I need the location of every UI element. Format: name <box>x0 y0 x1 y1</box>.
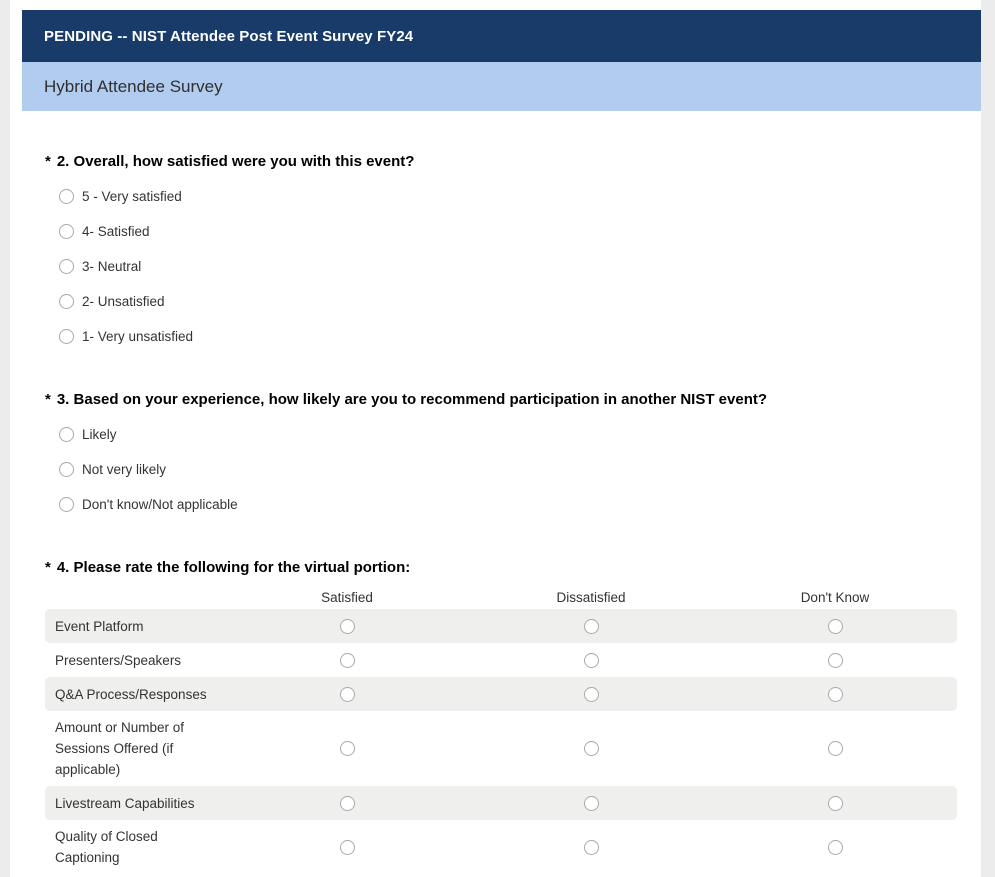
matrix-row <box>45 820 957 874</box>
matrix-radio-cell <box>469 687 713 702</box>
matrix-radio-cell <box>713 653 957 668</box>
radio-button-icon[interactable] <box>59 329 74 344</box>
matrix-radio-cell <box>713 619 957 634</box>
matrix-radio-cell <box>225 796 469 811</box>
matrix-radio-cell <box>225 687 469 702</box>
matrix-row-label: Event Platform <box>55 618 144 634</box>
matrix-radio-cell <box>225 653 469 668</box>
question-heading <box>45 390 957 409</box>
matrix-row <box>45 786 957 820</box>
radio-button-icon[interactable] <box>59 224 74 239</box>
matrix-row <box>45 677 957 711</box>
question-heading <box>45 558 957 577</box>
survey-panel <box>10 0 981 877</box>
matrix-column-header: Don't Know <box>800 589 870 605</box>
radio-button-icon[interactable] <box>340 741 355 756</box>
matrix-row-label: Presenters/Speakers <box>55 652 182 668</box>
radio-button-icon[interactable] <box>340 840 355 855</box>
radio-button-icon[interactable] <box>828 796 843 811</box>
radio-button-icon[interactable] <box>59 294 74 309</box>
radio-button-icon[interactable] <box>340 653 355 668</box>
radio-button-icon[interactable] <box>584 619 599 634</box>
matrix-body <box>45 609 957 874</box>
matrix-radio-cell <box>469 796 713 811</box>
matrix-radio-cell <box>225 741 469 756</box>
required-asterisk: * <box>45 559 51 576</box>
radio-option-label: 5 - Very satisfied <box>82 189 182 204</box>
radio-button-icon[interactable] <box>584 687 599 702</box>
question-text: 3. Based on your experience, how likely are you to recommend participation in another NIST event? <box>56 391 768 408</box>
matrix-radio-cell <box>469 619 713 634</box>
matrix-header-row <box>45 587 957 607</box>
matrix-radio-cell <box>713 741 957 756</box>
matrix-radio-cell <box>225 619 469 634</box>
radio-option-label: Likely <box>82 427 117 442</box>
matrix-radio-cell <box>713 796 957 811</box>
radio-button-icon[interactable] <box>584 840 599 855</box>
questions <box>45 152 957 874</box>
question-block <box>45 558 957 874</box>
radio-option-label: 4- Satisfied <box>82 224 150 239</box>
matrix-row-label: Amount or Number of Sessions Offered (if applicable) <box>55 720 185 777</box>
matrix-radio-cell <box>225 840 469 855</box>
radio-option[interactable] <box>59 179 957 214</box>
matrix-table <box>45 587 957 874</box>
radio-button-icon[interactable] <box>584 796 599 811</box>
radio-button-icon[interactable] <box>340 796 355 811</box>
radio-option[interactable] <box>59 284 957 319</box>
radio-button-icon[interactable] <box>59 189 74 204</box>
matrix-radio-cell <box>713 687 957 702</box>
radio-button-icon[interactable] <box>59 259 74 274</box>
radio-button-icon[interactable] <box>828 619 843 634</box>
radio-button-icon[interactable] <box>59 427 74 442</box>
radio-option[interactable] <box>59 249 957 284</box>
radio-option-label: Not very likely <box>82 462 167 477</box>
matrix-radio-cell <box>469 840 713 855</box>
survey-title: PENDING -- NIST Attendee Post Event Survey FY24 <box>44 27 414 45</box>
radio-button-icon[interactable] <box>340 687 355 702</box>
options-list <box>59 417 957 522</box>
radio-option-label: Don't know/Not applicable <box>82 497 238 512</box>
matrix-row-label: Q&A Process/Responses <box>55 686 207 702</box>
matrix-row <box>45 609 957 643</box>
matrix-radio-cell <box>469 741 713 756</box>
survey-title-banner <box>22 10 981 62</box>
matrix-row-label: Quality of Closed Captioning <box>55 829 158 865</box>
radio-option[interactable] <box>59 319 957 354</box>
question-block <box>45 152 957 354</box>
matrix-row <box>45 643 957 677</box>
radio-button-icon[interactable] <box>584 653 599 668</box>
radio-button-icon[interactable] <box>828 653 843 668</box>
matrix-row-label: Livestream Capabilities <box>55 795 195 811</box>
page-title: Hybrid Attendee Survey <box>44 76 223 96</box>
options-list <box>59 179 957 354</box>
radio-button-icon[interactable] <box>59 497 74 512</box>
matrix-column-header: Satisfied <box>321 589 373 605</box>
radio-button-icon[interactable] <box>828 687 843 702</box>
question-text: 4. Please rate the following for the virtual portion: <box>56 559 411 576</box>
radio-option[interactable] <box>59 214 957 249</box>
matrix-radio-cell <box>469 653 713 668</box>
radio-option-label: 3- Neutral <box>82 259 142 274</box>
required-asterisk: * <box>45 391 51 408</box>
radio-button-icon[interactable] <box>828 840 843 855</box>
required-asterisk: * <box>45 153 51 170</box>
radio-option-label: 1- Very unsatisfied <box>82 329 194 344</box>
page-title-bar <box>22 62 981 111</box>
matrix-column-header: Dissatisfied <box>556 589 626 605</box>
radio-option[interactable] <box>59 417 957 452</box>
survey-content <box>10 111 981 877</box>
radio-button-icon[interactable] <box>584 741 599 756</box>
radio-button-icon[interactable] <box>828 741 843 756</box>
question-block <box>45 390 957 522</box>
question-heading <box>45 152 957 171</box>
matrix-row <box>45 711 957 786</box>
question-text: 2. Overall, how satisfied were you with this event? <box>56 153 415 170</box>
radio-option[interactable] <box>59 487 957 522</box>
radio-button-icon[interactable] <box>340 619 355 634</box>
radio-option-label: 2- Unsatisfied <box>82 294 165 309</box>
radio-button-icon[interactable] <box>59 462 74 477</box>
matrix-radio-cell <box>713 840 957 855</box>
radio-option[interactable] <box>59 452 957 487</box>
